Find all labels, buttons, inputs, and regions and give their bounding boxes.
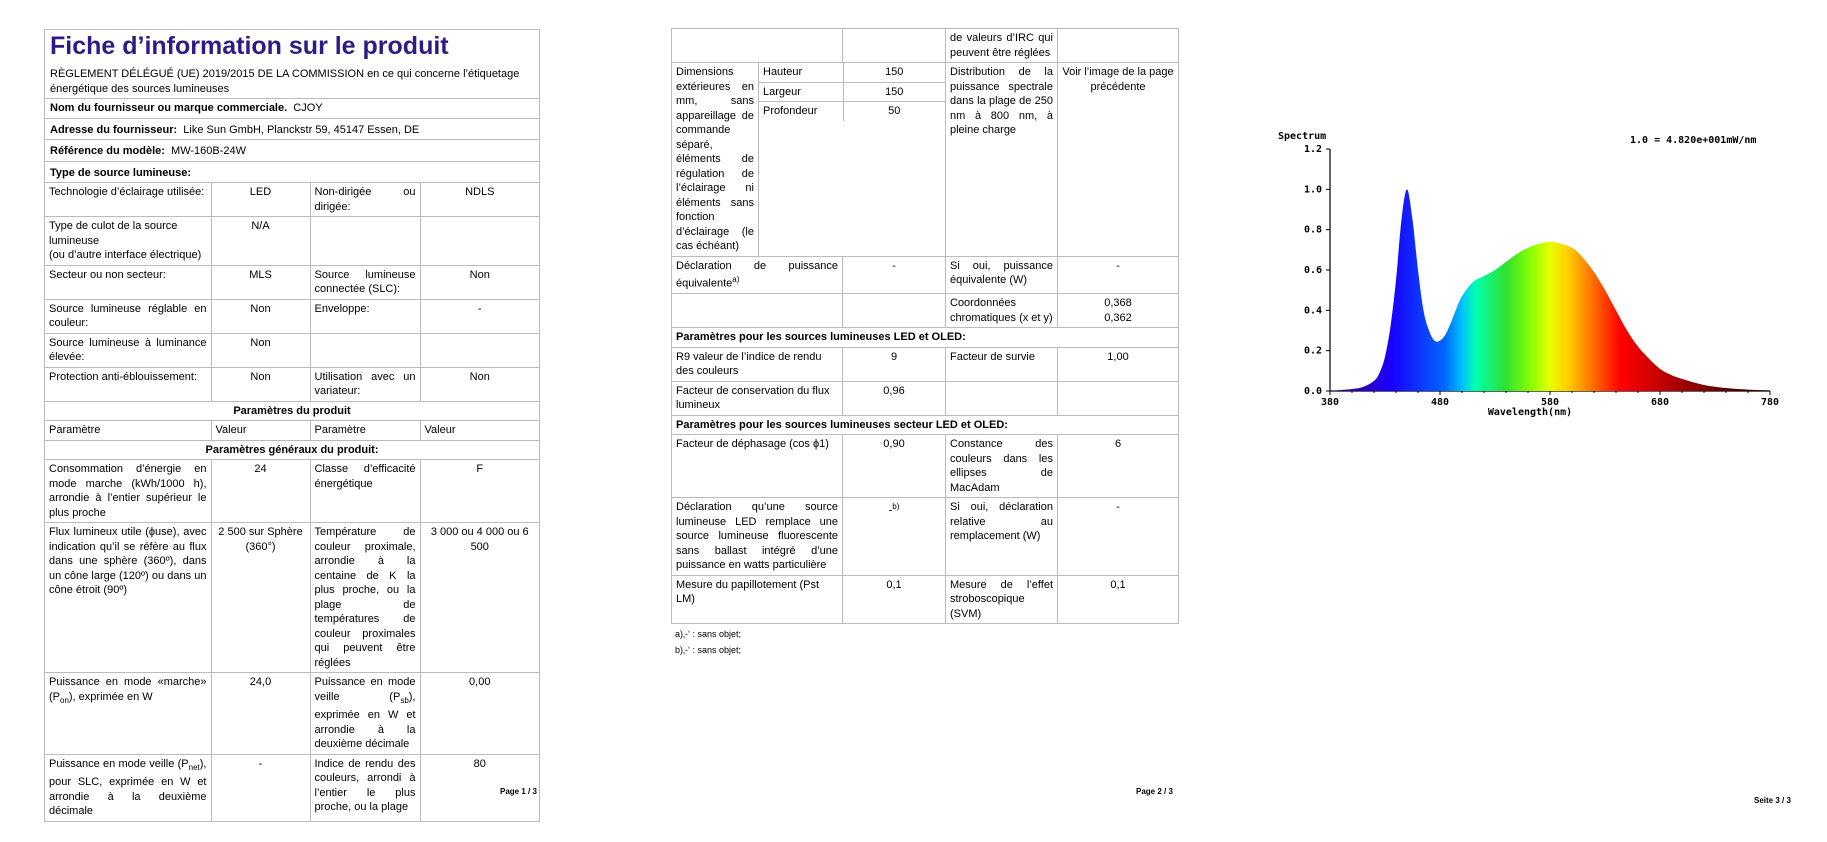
param-label-text: ), exprimée en W et arrondie à la deuxième décimale (314, 690, 416, 751)
supplier-name: CJOY (293, 102, 323, 114)
table-row (45, 299, 539, 333)
table-row (672, 256, 1179, 294)
param-label (310, 673, 420, 755)
col-header-value: Valeur (211, 421, 310, 441)
empty-cell (1058, 29, 1179, 63)
footnote-ref: b) (892, 502, 900, 512)
table-row (45, 265, 539, 299)
footnote-ref: a) (732, 275, 740, 284)
param-value: 80 (420, 754, 539, 821)
x-tick-label: 480 (1430, 397, 1450, 408)
dim-label: Largeur (759, 82, 843, 102)
equiv2-value: - (1058, 256, 1179, 294)
row-label: Enveloppe: (310, 299, 420, 333)
survival-label: Facteur de survie (946, 347, 1058, 381)
phase-label: Facteur de déphasage (cos ϕ1) (672, 435, 843, 498)
macadam-label: Constance des couleurs dans les ellipses de MacAdam (946, 435, 1058, 498)
table-row (672, 294, 1179, 328)
table-row (45, 183, 539, 217)
row-value (420, 333, 539, 367)
x-tick-label: 780 (1760, 397, 1780, 408)
page1-frame (44, 29, 540, 822)
row-label: Non-dirigée ou dirigée: (310, 183, 420, 217)
row-label (310, 217, 420, 266)
row-label-line: (ou d’autre interface électrique) (49, 249, 202, 261)
table-row (45, 333, 539, 367)
page-number: Page 1 / 3 (500, 787, 537, 796)
row-label: Secteur ou non secteur: (45, 265, 211, 299)
empty-cell (672, 29, 843, 63)
table-row (45, 754, 539, 821)
param-label-text: Puissance en mode veille (P (49, 757, 189, 770)
led-oled-header: Paramètres pour les sources lumineuses LED et OLED: (672, 328, 1179, 348)
y-tick-label: 0.8 (1303, 224, 1322, 236)
mains-header: Paramètres pour les sources lumineuses secteur LED et OLED: (672, 415, 1179, 435)
strobo-label: Mesure de l’effet stroboscopique (SVM) (946, 575, 1058, 624)
flicker-value: 0,1 (843, 575, 946, 624)
param-label: Indice de rendu des couleurs, arrondi à l’entier le plus proche, ou la plage (310, 754, 420, 821)
supplier-name-row (45, 99, 539, 119)
row-value: LED (211, 183, 310, 217)
row-label-line: Type de culot de la source lumineuse (49, 220, 178, 247)
param-label-text: ), exprimée en W (68, 690, 153, 703)
flicker-label: Mesure du papillotement (Pst LM) (672, 575, 843, 624)
col-header-param: Paramètre (310, 421, 420, 441)
row-label: Source lumineuse connectée (SLC): (310, 265, 420, 299)
param-label: Flux lumineux utile (ϕuse), avec indication qu’il se réfère au flux dans une sphère (360º), dans un cône large (120º) ou dans un cône étroit (90º) (45, 523, 211, 673)
light-source-type-row (45, 162, 539, 183)
row-value: - (420, 299, 539, 333)
spectrum-chart (1275, 120, 1795, 420)
y-tick-label: 1.2 (1303, 144, 1322, 155)
dim-value: 50 (843, 102, 945, 121)
dimensions-cell (759, 63, 946, 257)
empty-cell (843, 29, 946, 63)
empty-cell (1058, 381, 1179, 415)
model-label: Référence du modèle: (50, 145, 165, 157)
dim-label: Hauteur (759, 63, 843, 82)
param-label-sub: on (60, 695, 69, 705)
x-axis-label: Wavelength(nm) (1487, 407, 1573, 418)
table-row (45, 217, 539, 266)
table-row (759, 63, 945, 82)
page-title: Fiche d’information sur le produit (50, 32, 449, 60)
x-tick-label: 680 (1650, 397, 1670, 408)
dimensions-label: Dimensions extérieures en mm, sans appareillage de commande séparé, éléments de régulation de l’éclairage ni éléments sans fonction d’éclairage (le cas échéant) (672, 63, 759, 257)
survival-value: 1,00 (1058, 347, 1179, 381)
param-label (45, 673, 211, 755)
table-row (672, 347, 1179, 381)
param-label: Température de couleur proximale, arrondie à la centaine de K la plus proche, ou la plage de températures de couleur proximales qui peuvent être réglées (310, 523, 420, 673)
r9-label: R9 valeur de l’indice de rendu des couleurs (672, 347, 843, 381)
table-row (672, 381, 1179, 415)
chart-annotation: 1.0 = 4.820e+001mW/nm (1630, 135, 1757, 146)
table-row (672, 435, 1179, 498)
phase-value: 0,90 (843, 435, 946, 498)
product-params-header: Paramètres du produit (45, 401, 539, 421)
row-value: Non (211, 367, 310, 401)
section-header-row (672, 328, 1179, 348)
model-row (45, 140, 539, 162)
table-row (45, 367, 539, 401)
row-value: Non (211, 333, 310, 367)
equiv2-label: Si oui, puissance équivalente (W) (946, 256, 1058, 294)
page-number: Seite 3 / 3 (1754, 796, 1791, 805)
row-value (420, 217, 539, 266)
y-tick-label: 1.0 (1303, 184, 1322, 196)
table-row (45, 523, 539, 673)
x-tick-label: 380 (1320, 397, 1340, 408)
param-value: - (211, 754, 310, 821)
row-label: Technologie d’éclairage utilisée: (45, 183, 211, 217)
param-label-text: Puissance en mode «marche» (P (49, 676, 207, 703)
table-row (672, 29, 1179, 63)
model-reference: MW-160B-24W (171, 145, 247, 157)
light-source-table (45, 182, 539, 822)
row-label (45, 217, 211, 266)
y-tick-label: 0.6 (1303, 265, 1322, 276)
row-value: NDLS (420, 183, 539, 217)
replace2-label: Si oui, déclaration relative au remplacement (W) (946, 498, 1058, 576)
dim-label: Profondeur (759, 102, 843, 121)
table-row (672, 498, 1179, 576)
spectrum-area (1330, 189, 1770, 391)
param-value: 3 000 ou 4 000 ou 6 500 (420, 523, 539, 673)
general-params-header: Paramètres généraux du produit: (45, 440, 539, 460)
col-header-value: Valeur (420, 421, 539, 441)
supplier-address: Like Sun GmbH, Planckstr 59, 45147 Essen, DE (183, 123, 420, 136)
column-header-row (45, 421, 539, 441)
footnote-a: a)‚-‘ : sans objet; (675, 629, 742, 640)
param-value: 24,0 (211, 673, 310, 755)
table-row (759, 82, 945, 102)
page-1 (44, 0, 540, 842)
param-value: 2 500 sur Sphère (360°) (211, 523, 310, 673)
flux-maint-value: 0,96 (843, 381, 946, 415)
cri-continued: de valeurs d’IRC qui peuvent être réglées (946, 29, 1058, 63)
row-label: Protection anti-éblouissement: (45, 367, 211, 401)
spectral-value: Voir l’image de la page précédente (1058, 63, 1179, 257)
chroma-x: 0,368 (1104, 297, 1132, 310)
table-row (672, 63, 1179, 257)
row-value: N/A (211, 217, 310, 266)
page-2 (671, 0, 1179, 842)
replace-label: Déclaration qu’une source lumineuse LED remplace une source lumineuse fluorescente sans ballast intégré d’une puissance en watts particulière (672, 498, 843, 576)
param-label: Classe d’efficacité énergétique (310, 460, 420, 523)
row-label: Source lumineuse à luminance élevée: (45, 333, 211, 367)
macadam-value: 6 (1058, 435, 1179, 498)
equiv-value: - (843, 256, 946, 294)
dim-value: 150 (843, 63, 945, 82)
row-value: Non (211, 299, 310, 333)
dimensions-table (759, 63, 945, 121)
section-header-row (45, 440, 539, 460)
table-row (45, 673, 539, 755)
equiv-label-text: Déclaration de puissance équivalente (676, 259, 838, 290)
supplier-address-label: Adresse du fournisseur: (50, 123, 178, 136)
supplier-address-row (45, 119, 539, 141)
product-table-continued (671, 28, 1179, 624)
param-value: F (420, 460, 539, 523)
table-row (45, 460, 539, 523)
section-header-row (672, 415, 1179, 435)
row-value: MLS (211, 265, 310, 299)
regulation-text: RÈGLEMENT DÉLÉGUÉ (UE) 2019/2015 DE LA COMMISSION en ce qui concerne l’étiquetage énergétique des sources lumineuses (45, 61, 539, 99)
y-axis-label: Spectrum (1278, 131, 1327, 142)
y-tick-label: 0.0 (1303, 386, 1322, 397)
dim-value: 150 (843, 82, 945, 102)
replace-value (843, 498, 946, 576)
param-label-text: Puissance en mode veille (P (314, 676, 416, 703)
equiv-label (672, 256, 843, 294)
empty-cell (672, 294, 843, 328)
row-label (310, 333, 420, 367)
chroma-label: Coordonnées chromatiques (x et y) (946, 294, 1058, 328)
section-header-row (45, 401, 539, 421)
col-header-param: Paramètre (45, 421, 211, 441)
row-label: Source lumineuse réglable en couleur: (45, 299, 211, 333)
param-label-sub: sb (400, 695, 409, 705)
param-label-text: ), pour SLC, exprimée en W et arrondie à la deuxième décimale (49, 757, 207, 818)
param-label-sub: net (188, 762, 200, 772)
x-tick-label: 580 (1540, 397, 1560, 408)
param-label (45, 754, 211, 821)
param-label: Consommation d’énergie en mode marche (kWh/1000 h), arrondie à l’entier supérieur le plus proche (45, 460, 211, 523)
y-tick-label: 0.2 (1303, 345, 1322, 357)
empty-cell (946, 381, 1058, 415)
param-value: 0,00 (420, 673, 539, 755)
replace2-value: - (1058, 498, 1179, 576)
table-row (672, 575, 1179, 624)
chroma-value (1058, 294, 1179, 328)
row-label: Utilisation avec un variateur: (310, 367, 420, 401)
footnote-b: b)‚-‘ : sans objet; (675, 645, 742, 656)
light-source-type-label: Type de source lumineuse: (50, 166, 192, 179)
replace-value-text: - (888, 504, 893, 517)
strobo-value: 0,1 (1058, 575, 1179, 624)
flux-maint-label: Facteur de conservation du flux lumineux (672, 381, 843, 415)
page-number: Page 2 / 3 (1136, 787, 1173, 796)
supplier-name-label: Nom du fournisseur ou marque commerciale. (50, 102, 288, 114)
param-value: 24 (211, 460, 310, 523)
footnotes (671, 626, 1179, 658)
chroma-y: 0,362 (1104, 311, 1132, 324)
spectral-label: Distribution de la puissance spectrale dans la plage de 250 nm à 800 nm, à pleine charge (946, 63, 1058, 257)
empty-cell (843, 294, 946, 328)
row-value: Non (420, 367, 539, 401)
page-3 (1275, 0, 1795, 842)
r9-value: 9 (843, 347, 946, 381)
y-tick-label: 0.4 (1303, 305, 1322, 317)
row-value: Non (420, 265, 539, 299)
table-row (759, 102, 945, 121)
